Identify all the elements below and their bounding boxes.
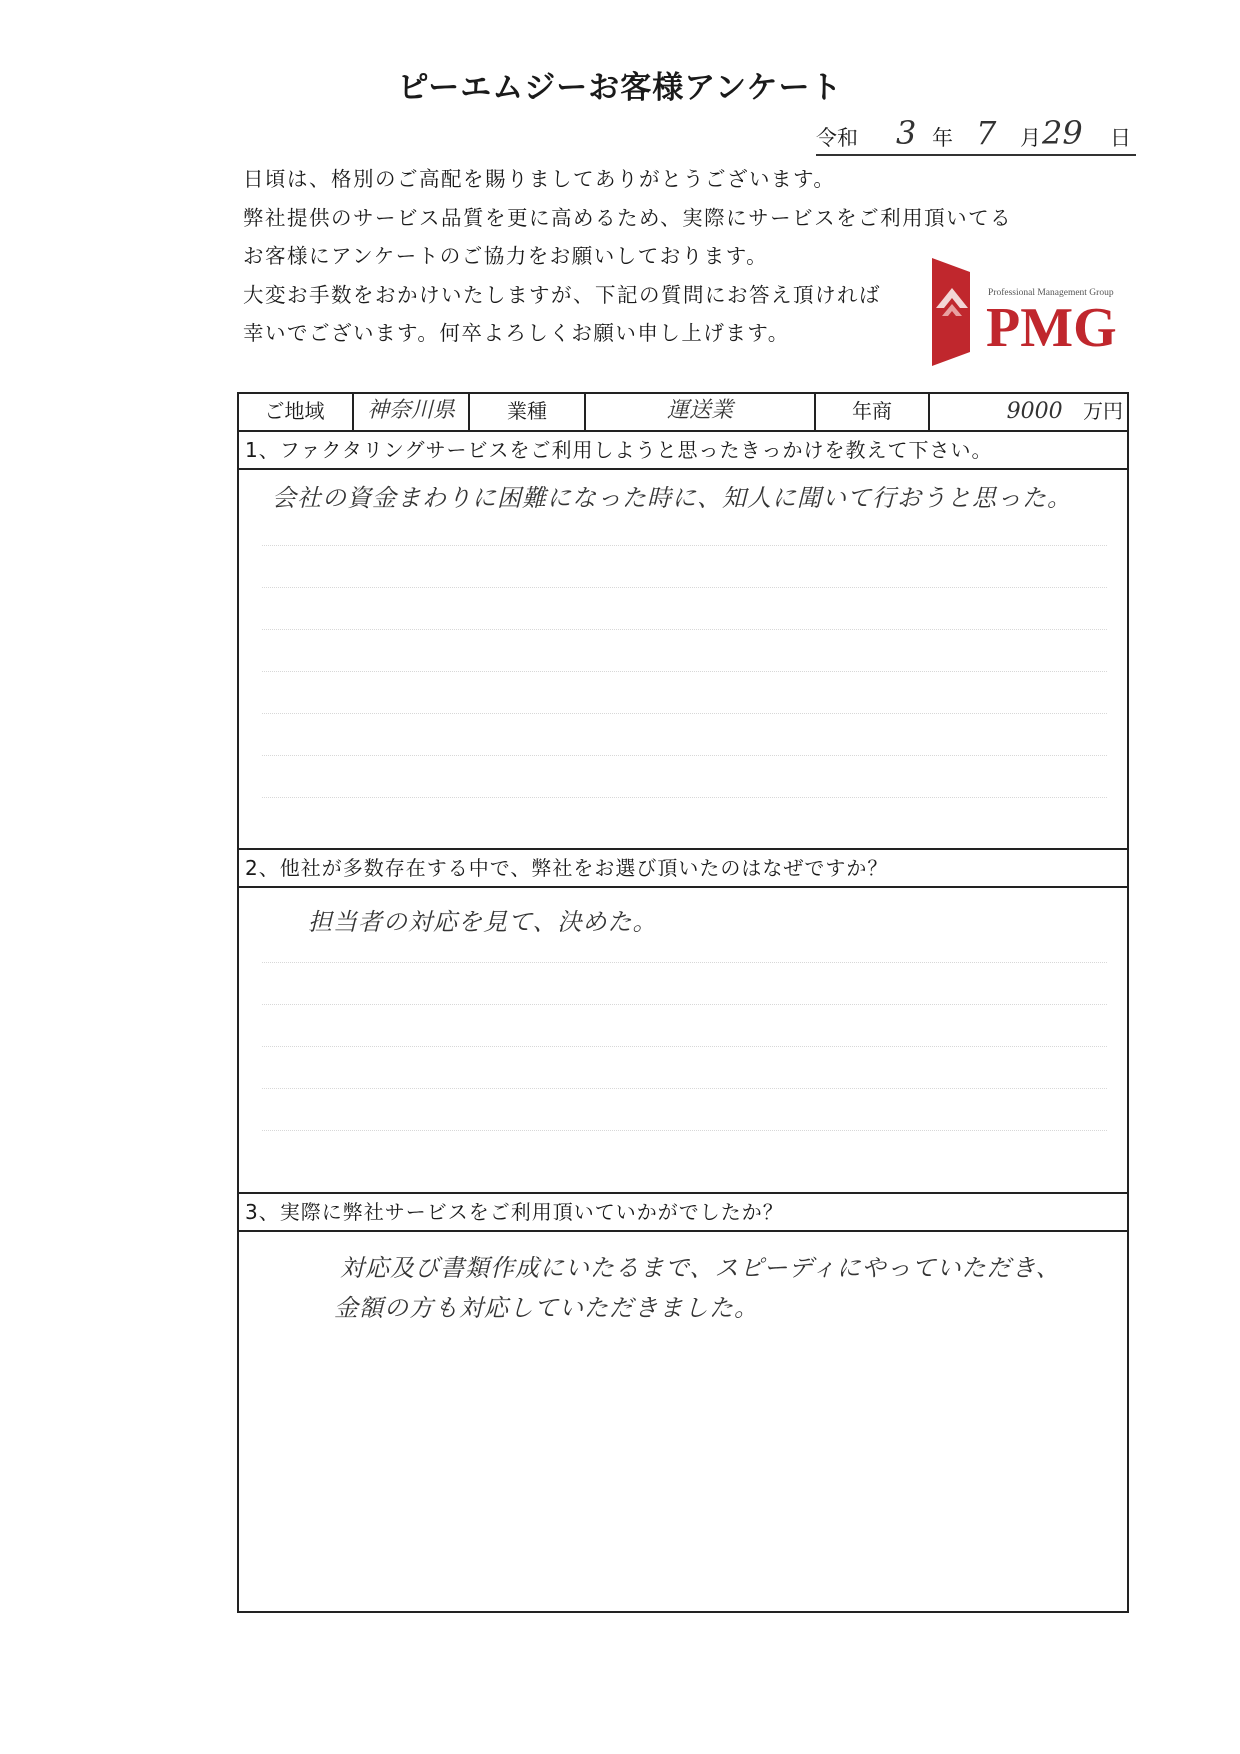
ruled-line <box>262 797 1107 798</box>
ruled-line <box>262 755 1107 756</box>
ruled-line <box>262 1130 1107 1131</box>
industry-label: 業種 <box>470 392 586 430</box>
ruled-line <box>262 587 1107 588</box>
intro-line: 日頃は、格別のご高配を賜りましてありがとうございます。 <box>243 167 836 191</box>
revenue-label: 年商 <box>816 392 930 430</box>
revenue-unit: 万円 <box>1083 399 1123 423</box>
logo-subtitle: Professional Management Group <box>988 288 1114 298</box>
ruled-line <box>262 671 1107 672</box>
date-year: 3 <box>896 114 917 152</box>
question-3: 3、実際に弊社サービスをご利用頂いていかがでしたか？ <box>237 1192 1129 1232</box>
pmg-logo-mark <box>932 258 1122 366</box>
revenue-value: 9000 <box>1006 399 1063 424</box>
answer-3-line: 対応及び書類作成にいたるまで、スピーディにやっていただき、 <box>340 1254 1061 1282</box>
date-month-unit: 月 <box>1020 126 1041 150</box>
page-title: ピーエムジーお客様アンケート <box>397 70 843 106</box>
date-year-unit: 年 <box>932 126 953 150</box>
answer-2-line: 担当者の対応を見て、決めた。 <box>308 908 658 936</box>
intro-text <box>243 160 1012 353</box>
date-day: 29 <box>1042 114 1083 152</box>
ruled-line <box>262 629 1107 630</box>
intro-line: 幸いでございます。何卒よろしくお願い申し上げます。 <box>243 321 790 345</box>
ruled-line <box>262 1046 1107 1047</box>
question-2: 2、他社が多数存在する中で、弊社をお選び頂いたのはなぜですか？ <box>237 848 1129 888</box>
date-day-unit: 日 <box>1110 126 1131 150</box>
ruled-line <box>262 1004 1107 1005</box>
question-1: 1、ファクタリングサービスをご利用しようと思ったきっかけを教えて下さい。 <box>237 430 1129 470</box>
ruled-line <box>262 962 1107 963</box>
answer-1-line: 会社の資金まわりに困難になった時に、知人に聞いて行おうと思った。 <box>272 484 1072 512</box>
intro-line: お客様にアンケートのご協力をお願いしております。 <box>243 244 769 268</box>
region-label: ご地域 <box>237 392 354 430</box>
date-line <box>816 114 1136 156</box>
pmg-logo <box>932 258 1122 366</box>
ruled-line <box>262 1088 1107 1089</box>
date-month: 7 <box>976 114 997 152</box>
survey-form <box>237 392 1129 1613</box>
industry-value: 運送業 <box>586 392 816 430</box>
region-value: 神奈川県 <box>354 392 470 430</box>
logo-name: PMG <box>986 297 1117 359</box>
answer-3-line: 金額の方も対応していただきました。 <box>334 1294 759 1322</box>
ruled-line <box>262 713 1107 714</box>
intro-line: 弊社提供のサービス品質を更に高めるため、実際にサービスをご利用頂いてる <box>243 205 1013 230</box>
intro-line: 大変お手数をおかけいたしますが、下記の質問にお答え頂ければ <box>243 282 881 307</box>
revenue-cell <box>930 392 1129 430</box>
info-row <box>237 392 1129 432</box>
date-era: 令和 <box>816 126 858 150</box>
ruled-line <box>262 545 1107 546</box>
